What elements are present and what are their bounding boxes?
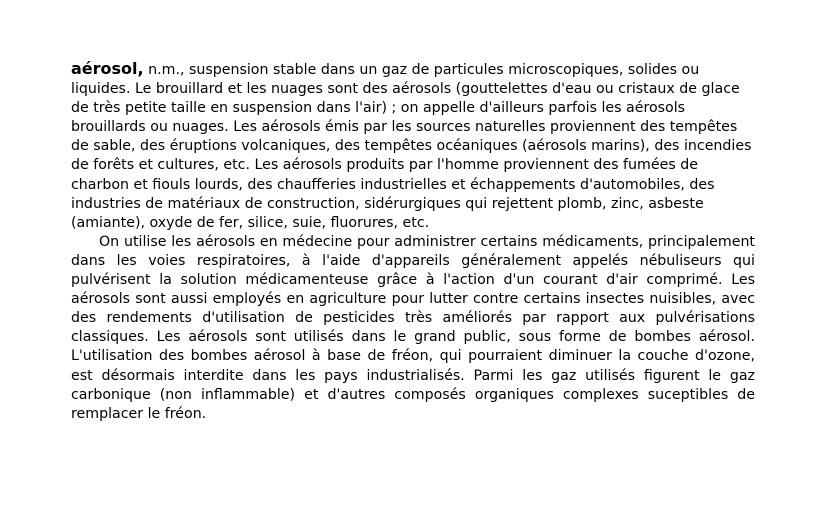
definition-text: n.m., suspension stable dans un gaz de particules microscopiques, solides ou liquides. Le brouillard et les nuages sont des aérosols (gouttelettes d'eau ou cristaux de glace de très petite taille en suspension dans l'air) ; on appelle d'ailleurs parfois les aérosols brouillards ou nuages. Les aérosols émis par les sources naturelles proviennent des tempêtes de sable, des éruptions volcaniques, des tempêtes océaniques (aérosols marins), des incendies de forêts et cultures, etc. Les aérosols produits par l'homme proviennent des fumées de charbon et fiouls lourds, des chaufferies industrielles et échappements d'automobiles, des industries de matériaux de construction, sidérurgiques qui rejettent plomb, zinc, asbeste (amiante), oxyde de fer, silice, suie, fluorures, etc. [71, 62, 752, 231]
dictionary-entry [71, 59, 755, 424]
usage-paragraph: On utilise les aérosols en médecine pour administrer certains médicaments, principalement dans les voies respiratoires, à l'aide d'appareils généralement appelés nébuliseurs qui pulvérisent la solution médicamenteuse grâce à l'action d'un courant d'air comprimé. Les aérosols sont aussi employés en agriculture pour lutter contre certains insectes nuisibles, avec des rendements d'utilisation de pesticides très améliorés par rapport aux pulvérisations classiques. Les aérosols sont utilisés dans le grand public, sous forme de bombes aérosol. L'utilisation des bombes aérosol à base de fréon, qui pourraient diminuer la couche d'ozone, est désormais interdite dans les pays industrialisés. Parmi les gaz utilisés figurent le gaz carbonique (non inflammable) et d'autres composés organiques complexes suceptibles de remplacer le fréon. [71, 233, 755, 422]
headword: aérosol, [71, 59, 144, 78]
definition-paragraph [71, 59, 755, 233]
